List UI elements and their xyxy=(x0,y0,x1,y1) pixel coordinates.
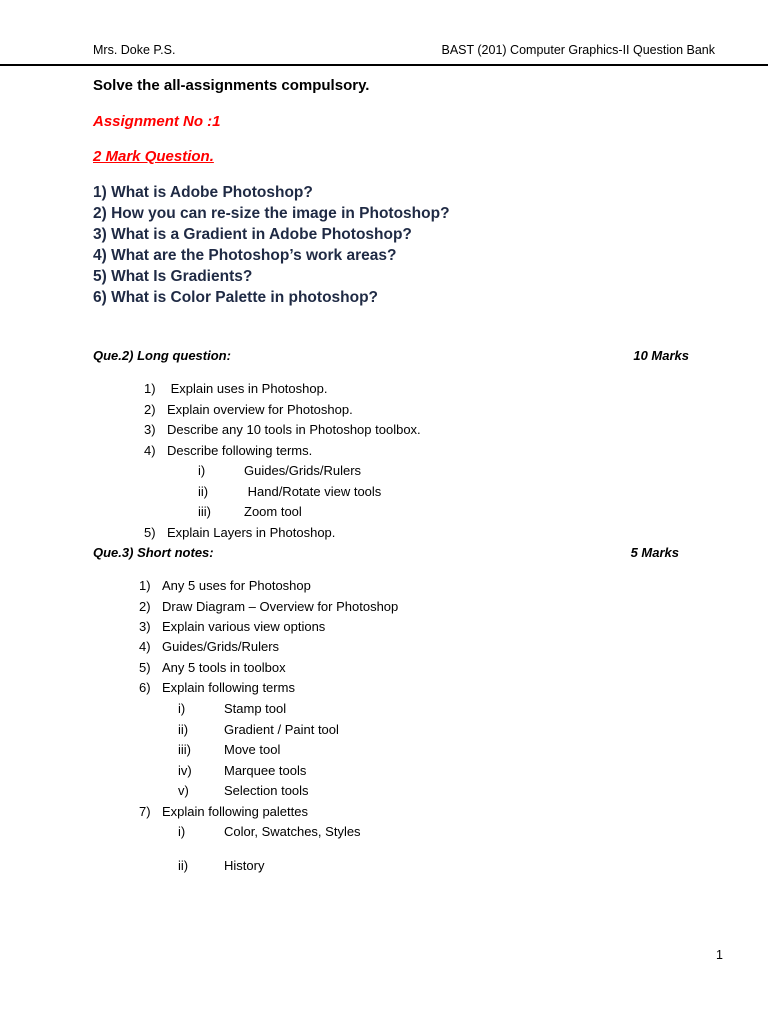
header-divider xyxy=(0,64,768,66)
sub-item-text: Color, Swatches, Styles xyxy=(224,824,361,839)
sub-item-number: i) xyxy=(178,824,186,839)
list-item-number: 3) xyxy=(139,619,151,634)
sub-item-number: iii) xyxy=(178,742,191,757)
list-item-number: 4) xyxy=(139,639,151,654)
list-item-text: Explain Layers in Photoshop. xyxy=(167,525,336,540)
two-mark-question-list xyxy=(93,182,450,308)
list-item-text: Explain following palettes xyxy=(162,804,308,819)
long-question-marks: 10 Marks xyxy=(633,348,689,363)
short-notes-heading: Que.3) Short notes: xyxy=(93,545,214,560)
assignment-title: Assignment No :1 xyxy=(93,113,221,130)
sub-item-number: ii) xyxy=(178,722,189,737)
question-item: 2) How you can re-size the image in Photoshop? xyxy=(93,205,450,222)
question-item: 4) What are the Photoshop’s work areas? xyxy=(93,247,397,264)
list-item-number: 7) xyxy=(139,804,151,819)
long-question-heading: Que.2) Long question: xyxy=(93,348,231,363)
sub-item-text: Stamp tool xyxy=(224,701,287,716)
sub-item-number: i) xyxy=(198,463,206,478)
list-item-number: 2) xyxy=(139,599,151,614)
list-item-text: Explain uses in Photoshop. xyxy=(167,381,328,396)
two-mark-section-title: 2 Mark Question. xyxy=(93,148,214,165)
list-item-number: 3) xyxy=(144,422,156,437)
sub-item-number: iv) xyxy=(178,763,192,778)
list-item-number: 4) xyxy=(144,443,156,458)
header-course-title: BAST (201) Computer Graphics-II Question Bank xyxy=(441,43,715,57)
page-number: 1 xyxy=(716,948,723,962)
short-notes-marks: 5 Marks xyxy=(630,545,679,560)
question-item: 3) What is a Gradient in Adobe Photoshop? xyxy=(93,226,412,243)
list-item-text: Describe any 10 tools in Photoshop toolbox. xyxy=(167,422,421,437)
list-item-number: 5) xyxy=(139,660,151,675)
question-item: 1) What is Adobe Photoshop? xyxy=(93,184,313,201)
sub-item-number: iii) xyxy=(198,504,211,519)
sub-item-number: ii) xyxy=(178,858,189,873)
sub-item-number: ii) xyxy=(198,484,209,499)
sub-item-text: Guides/Grids/Rulers xyxy=(244,463,362,478)
list-item-text: Describe following terms. xyxy=(167,443,313,458)
sub-item-text: Selection tools xyxy=(224,783,309,798)
list-item-text: Any 5 uses for Photoshop xyxy=(162,578,311,593)
list-item-text: Explain following terms xyxy=(162,680,295,695)
sub-item-text: Gradient / Paint tool xyxy=(224,722,339,737)
sub-item-text: Zoom tool xyxy=(244,504,302,519)
list-item-text: Any 5 tools in toolbox xyxy=(162,660,286,675)
question-item: 6) What is Color Palette in photoshop? xyxy=(93,289,379,306)
list-item-number: 5) xyxy=(144,525,156,540)
header-author: Mrs. Doke P.S. xyxy=(93,43,176,57)
list-item-text: Explain various view options xyxy=(162,619,326,634)
sub-item-number: v) xyxy=(178,783,189,798)
list-item-text: Explain overview for Photoshop. xyxy=(167,402,353,417)
list-item-number: 2) xyxy=(144,402,156,417)
list-item-number: 6) xyxy=(139,680,151,695)
question-item: 5) What Is Gradients? xyxy=(93,268,253,285)
sub-item-text: Move tool xyxy=(224,742,281,757)
sub-item-text: History xyxy=(224,858,265,873)
list-item-text: Guides/Grids/Rulers xyxy=(162,639,280,654)
instructions-heading: Solve the all-assignments compulsory. xyxy=(93,77,370,94)
sub-item-text: Marquee tools xyxy=(224,763,307,778)
sub-item-text: Hand/Rotate view tools xyxy=(244,484,382,499)
list-item-text: Draw Diagram – Overview for Photoshop xyxy=(162,599,399,614)
list-item-number: 1) xyxy=(144,381,156,396)
sub-item-number: i) xyxy=(178,701,186,716)
list-item-number: 1) xyxy=(139,578,151,593)
